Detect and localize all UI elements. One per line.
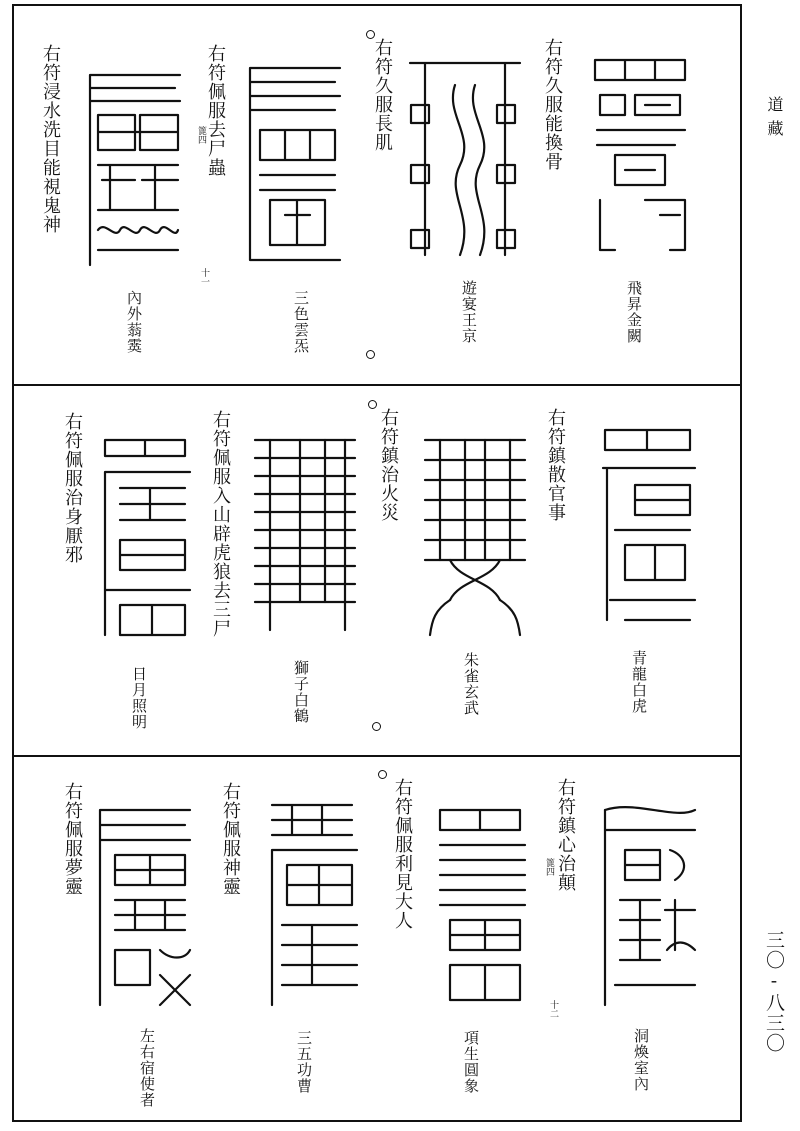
talisman-glyph [585, 50, 695, 260]
talisman-glyph [420, 430, 530, 640]
talisman-number: 十一 [199, 268, 209, 286]
talisman-glyph [595, 800, 705, 1015]
talisman-deity: 日月照明 [130, 666, 148, 730]
talisman-glyph [90, 800, 200, 1015]
talisman-glyph [405, 55, 525, 265]
panel-divider [12, 755, 742, 757]
talisman-glyph [80, 70, 185, 275]
marker-circle [368, 400, 377, 409]
talisman-glyph [95, 430, 195, 645]
talisman-caption: 右符佩服神靈 [220, 782, 241, 896]
talisman-deity: 飛昇金闕 [625, 280, 643, 344]
talisman-caption: 右符佩服利見大人 [392, 778, 413, 930]
talisman-caption: 右符鎮治火災 [378, 408, 399, 522]
talisman-caption: 右符佩服入山辟虎狼去三尸 [210, 410, 231, 638]
talisman-deity: 內外蓊霙 [125, 290, 143, 354]
talisman-deity: 獅子白鶴 [292, 660, 310, 724]
talisman-deity: 青龍白虎 [630, 650, 648, 714]
talisman-caption: 右符佩服夢靈 [62, 782, 83, 896]
book-title: 道藏 [765, 96, 784, 144]
talisman-glyph [250, 430, 355, 640]
talisman-caption: 右符久服長肌 [372, 38, 393, 152]
marker-circle [378, 770, 387, 779]
talisman-glyph [262, 795, 362, 1015]
talisman-glyph [240, 60, 345, 275]
talisman-caption: 右符久服能換骨 [542, 38, 563, 171]
talisman-deity: 遊宴王京 [460, 280, 478, 344]
talisman-glyph [595, 420, 700, 630]
talisman-note: 篦四 [196, 126, 206, 144]
talisman-deity: 朱雀玄武 [462, 652, 480, 716]
talisman-caption: 右符佩服治身厭邪 [62, 412, 83, 564]
talisman-caption: 右符佩服去尸蟲 [205, 44, 226, 177]
talisman-caption: 右符浸水洗目能視鬼神 [40, 44, 61, 234]
talisman-deity: 三色雲炁 [292, 290, 310, 354]
panel-divider [12, 384, 742, 386]
talisman-deity: 洞煥室內 [632, 1028, 650, 1092]
marker-circle [372, 722, 381, 731]
talisman-deity: 項生圓象 [462, 1030, 480, 1094]
marker-circle [366, 350, 375, 359]
talisman-caption: 右符鎮散官事 [545, 408, 566, 522]
page-number: 三〇-八三〇 [763, 930, 785, 1053]
talisman-caption: 右符鎮心治顛 [555, 778, 576, 892]
talisman-glyph [430, 800, 530, 1010]
talisman-note: 篦四 [544, 858, 554, 876]
talisman-deity: 左右宿使者 [138, 1028, 156, 1108]
talisman-number: 十二 [548, 1000, 558, 1018]
talisman-deity: 三五功曹 [295, 1030, 313, 1094]
